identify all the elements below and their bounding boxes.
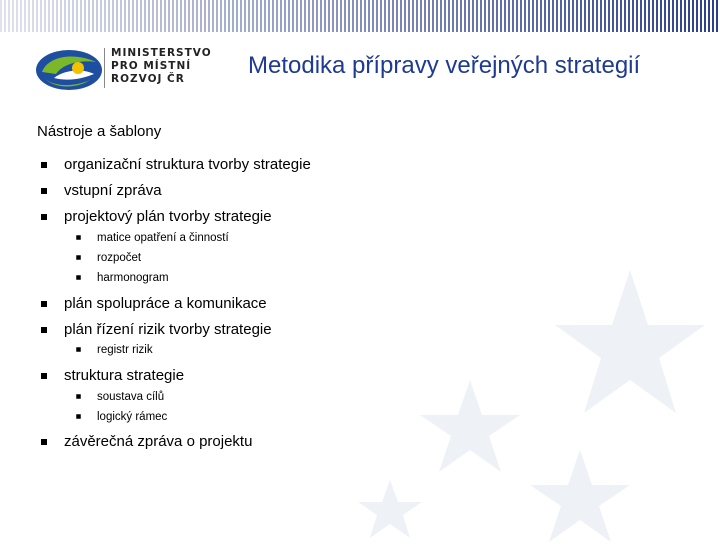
square-bullet-icon <box>38 324 50 336</box>
logo-line-2: PRO MÍSTNÍ <box>111 60 192 72</box>
square-bullet-icon <box>74 273 83 282</box>
list-item-text: organizační struktura tvorby strategie <box>64 156 311 173</box>
square-bullet-icon <box>38 185 50 197</box>
sub-list-item <box>74 391 164 403</box>
list-item <box>38 182 162 199</box>
square-bullet-icon <box>74 412 83 421</box>
square-bullet-icon <box>38 298 50 310</box>
list-item-text: projektový plán tvorby strategie <box>64 208 272 225</box>
square-bullet-icon <box>38 159 50 171</box>
list-item-text: plán spolupráce a komunikace <box>64 295 267 312</box>
logo-line-1: MINISTERSTVO <box>111 47 212 59</box>
list-item <box>38 321 272 338</box>
list-item-text: soustava cílů <box>97 391 165 403</box>
square-bullet-icon <box>74 253 83 262</box>
list-item-text: struktura strategie <box>64 367 185 384</box>
section-subtitle: Nástroje a šablony <box>37 123 162 140</box>
list-item-text: plán řízení rizik tvorby strategie <box>64 321 272 338</box>
list-item-text: matice opatření a činností <box>97 232 229 244</box>
list-item-text: vstupní zpráva <box>64 182 162 199</box>
square-bullet-icon <box>38 436 50 448</box>
list-item-text: registr rizik <box>97 344 153 356</box>
sub-list-item <box>74 252 141 264</box>
list-item-text: harmonogram <box>97 272 169 284</box>
square-bullet-icon <box>38 211 50 223</box>
square-bullet-icon <box>74 345 83 354</box>
list-item <box>38 367 184 384</box>
list-item <box>38 208 272 225</box>
slide-title: Metodika přípravy veřejných strategií <box>248 52 641 79</box>
square-bullet-icon <box>74 392 83 401</box>
sub-list-item <box>74 344 153 356</box>
list-item <box>38 295 267 312</box>
list-item <box>38 156 311 173</box>
list-item-text: rozpočet <box>97 252 142 264</box>
square-bullet-icon <box>38 370 50 382</box>
sub-list-item <box>74 272 169 284</box>
logo-line-3: ROZVOJ ČR <box>111 73 185 85</box>
list-item-text: logický rámec <box>97 411 168 423</box>
list-item <box>38 433 252 450</box>
sub-list-item <box>74 232 229 244</box>
list-item-text: závěrečná zpráva o projektu <box>64 433 253 450</box>
sub-list-item <box>74 411 167 423</box>
square-bullet-icon <box>74 233 83 242</box>
